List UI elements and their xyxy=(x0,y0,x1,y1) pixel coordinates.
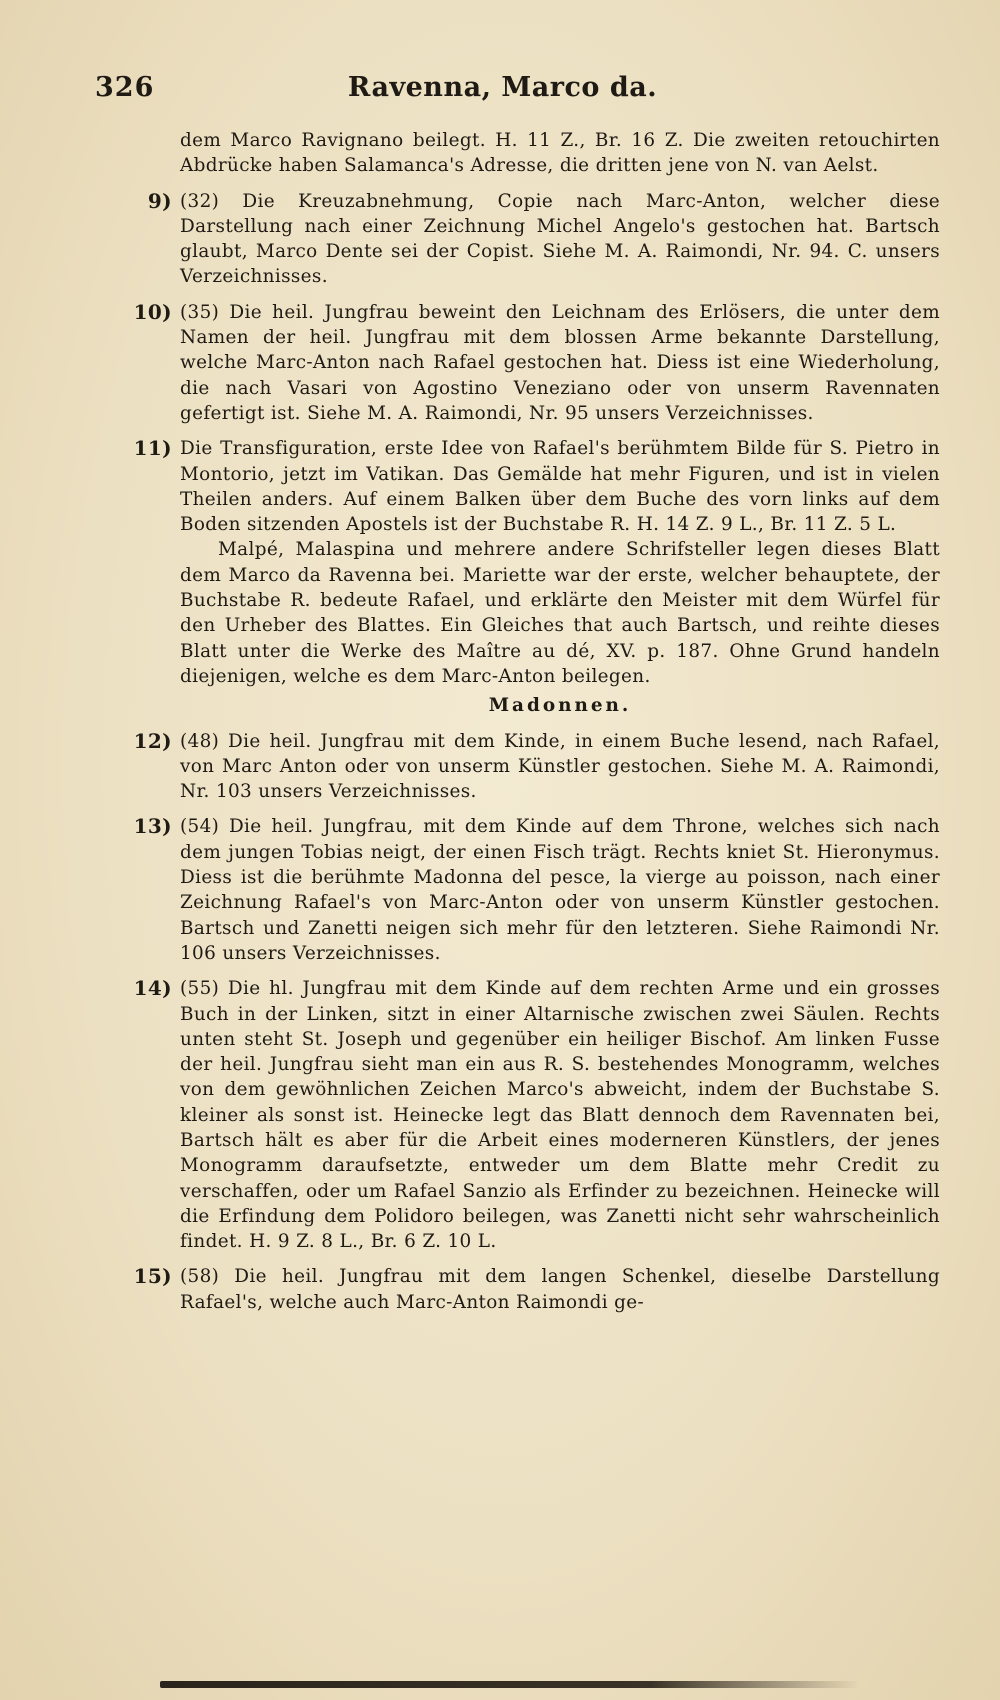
page-number: 326 xyxy=(95,72,155,103)
entry-15 xyxy=(133,1264,940,1315)
entry-number: 14) xyxy=(133,976,172,1001)
running-title: Ravenna, Marco da. xyxy=(347,72,658,103)
entry-11 xyxy=(133,436,940,689)
entry-text: (48) Die heil. Jungfrau mit dem Kinde, in einem Buche lesend, nach Rafael, von Marc Anton oder von unserm Künstler gestochen. Siehe M. A. Raimondi, Nr. 103 unsers Verzeichnisses. xyxy=(180,730,940,803)
page-header xyxy=(95,72,910,116)
entry-number: 12) xyxy=(133,728,172,753)
entry-text: (32) Die Kreuzabnehmung, Copie nach Marc-Anton, welcher diese Darstellung nach einer Zeichnung Michel Angelo's gestochen hat. Bartsch glaubt, Marco Dente sei der Copist. Siehe M. A. Raimondi, Nr. 94. C. unsers Verzeichnisses. xyxy=(180,190,940,288)
entry-number: 9) xyxy=(147,188,172,213)
entry-number: 15) xyxy=(133,1264,172,1289)
entry-12 xyxy=(133,728,940,805)
entry-9 xyxy=(147,188,940,290)
entry-number: 13) xyxy=(133,814,172,839)
entry-text: (35) Die heil. Jungfrau beweint den Leichnam des Erlösers, die unter dem Namen der heil. Jungfrau mit dem blossen Arme bekannte Darstellung, welche Marc-Anton nach Rafael gestochen hat. Diess ist eine Wiederholung, die nach Vasari von Agostino Veneziano oder von unserm Ravennaten gefertigt ist. Siehe M. A. Raimondi, Nr. 95 unsers Verzeichnisses. xyxy=(180,301,940,424)
entry-text: dem Marco Ravignano beilegt. H. 11 Z., Br. 16 Z. Die zweiten retouchirten Abdrücke haben Salamanca's Adresse, die dritten jene von N. van Aelst. xyxy=(180,130,940,177)
entry-text: (54) Die heil. Jungfrau, mit dem Kinde auf dem Throne, welches sich nach dem jungen Tobias neigt, der einen Fisch trägt. Rechts kniet St. Hieronymus. Diess ist die berühmte Madonna del pesce, la vierge au poisson, nach einer Zeichnung Rafael's von Marc-Anton oder von unserm Künstler gestochen. Bartsch und Zanetti neigen sich mehr für den letzteren. Siehe Raimondi Nr. 106 unsers Verzeichnisses. xyxy=(180,816,940,964)
entry-continued xyxy=(180,128,940,179)
entry-10 xyxy=(133,299,940,426)
entry-continuation: Malpé, Malaspina und mehrere andere Schrifsteller legen dieses Blatt dem Marco da Ravenna bei. Mariette war der erste, welcher behauptete, der Buchstabe R. bedeute Rafael, und erklärte den Meister mit dem Würfel für den Urheber des Blattes. Ein Gleiches that auch Bartsch, und reihte dieses Blatt unter die Werke des Maître au dé, XV. p. 187. Ohne Grund handeln diejenigen, welche es dem Marc-Anton beilegen. xyxy=(180,539,940,687)
entry-number: 10) xyxy=(133,299,172,324)
section-heading: Madonnen. xyxy=(488,695,632,717)
entry-text: (58) Die heil. Jungfrau mit dem langen Schenkel, dieselbe Darstellung Rafael's, welche auch Marc-Anton Raimondi ge- xyxy=(180,1266,940,1313)
entry-text: Die Transfiguration, erste Idee von Rafael's berühmtem Bilde für S. Pietro in Montorio, jetzt im Vatikan. Das Gemälde hat mehr Figuren, und ist in vielen Theilen anders. Auf einem Balken über dem Buche des vorn links auf dem Boden sitzenden Apostels ist der Buchstabe R. H. 14 Z. 9 L., Br. 11 Z. 5 L. xyxy=(180,438,940,536)
entry-13 xyxy=(133,814,940,966)
page-edge-shadow xyxy=(160,1681,860,1688)
entry-text: (55) Die hl. Jungfrau mit dem Kinde auf dem rechten Arme und ein grosses Buch in der Linken, sitzt in einer Altarnische zwischen zwei Säulen. Rechts unten steht St. Joseph und gegenüber ein heiliger Bischof. Am linken Fusse der heil. Jungfrau sieht man ein aus R. S. bestehendes Monogramm, welches von dem gewöhnlichen Zeichen Marco's abweicht, indem der Buchstabe S. kleiner als sonst ist. Heinecke legt das Blatt dennoch dem Ravennaten bei, Bartsch hält es aber für die Arbeit eines moderneren Künstlers, der jenes Monogramm daraufsetzte, entweder um dem Blatte mehr Credit zu verschaffen, oder um Rafael Sanzio als Erfinder zu bezeichnen. Heinecke will die Erfindung dem Polidoro beilegen, was Zanetti nicht sehr wahrscheinlich findet. H. 9 Z. 8 L., Br. 6 Z. 10 L. xyxy=(180,978,940,1253)
page-body xyxy=(133,128,940,1325)
entry-number: 11) xyxy=(133,436,172,461)
entry-14 xyxy=(133,976,940,1254)
